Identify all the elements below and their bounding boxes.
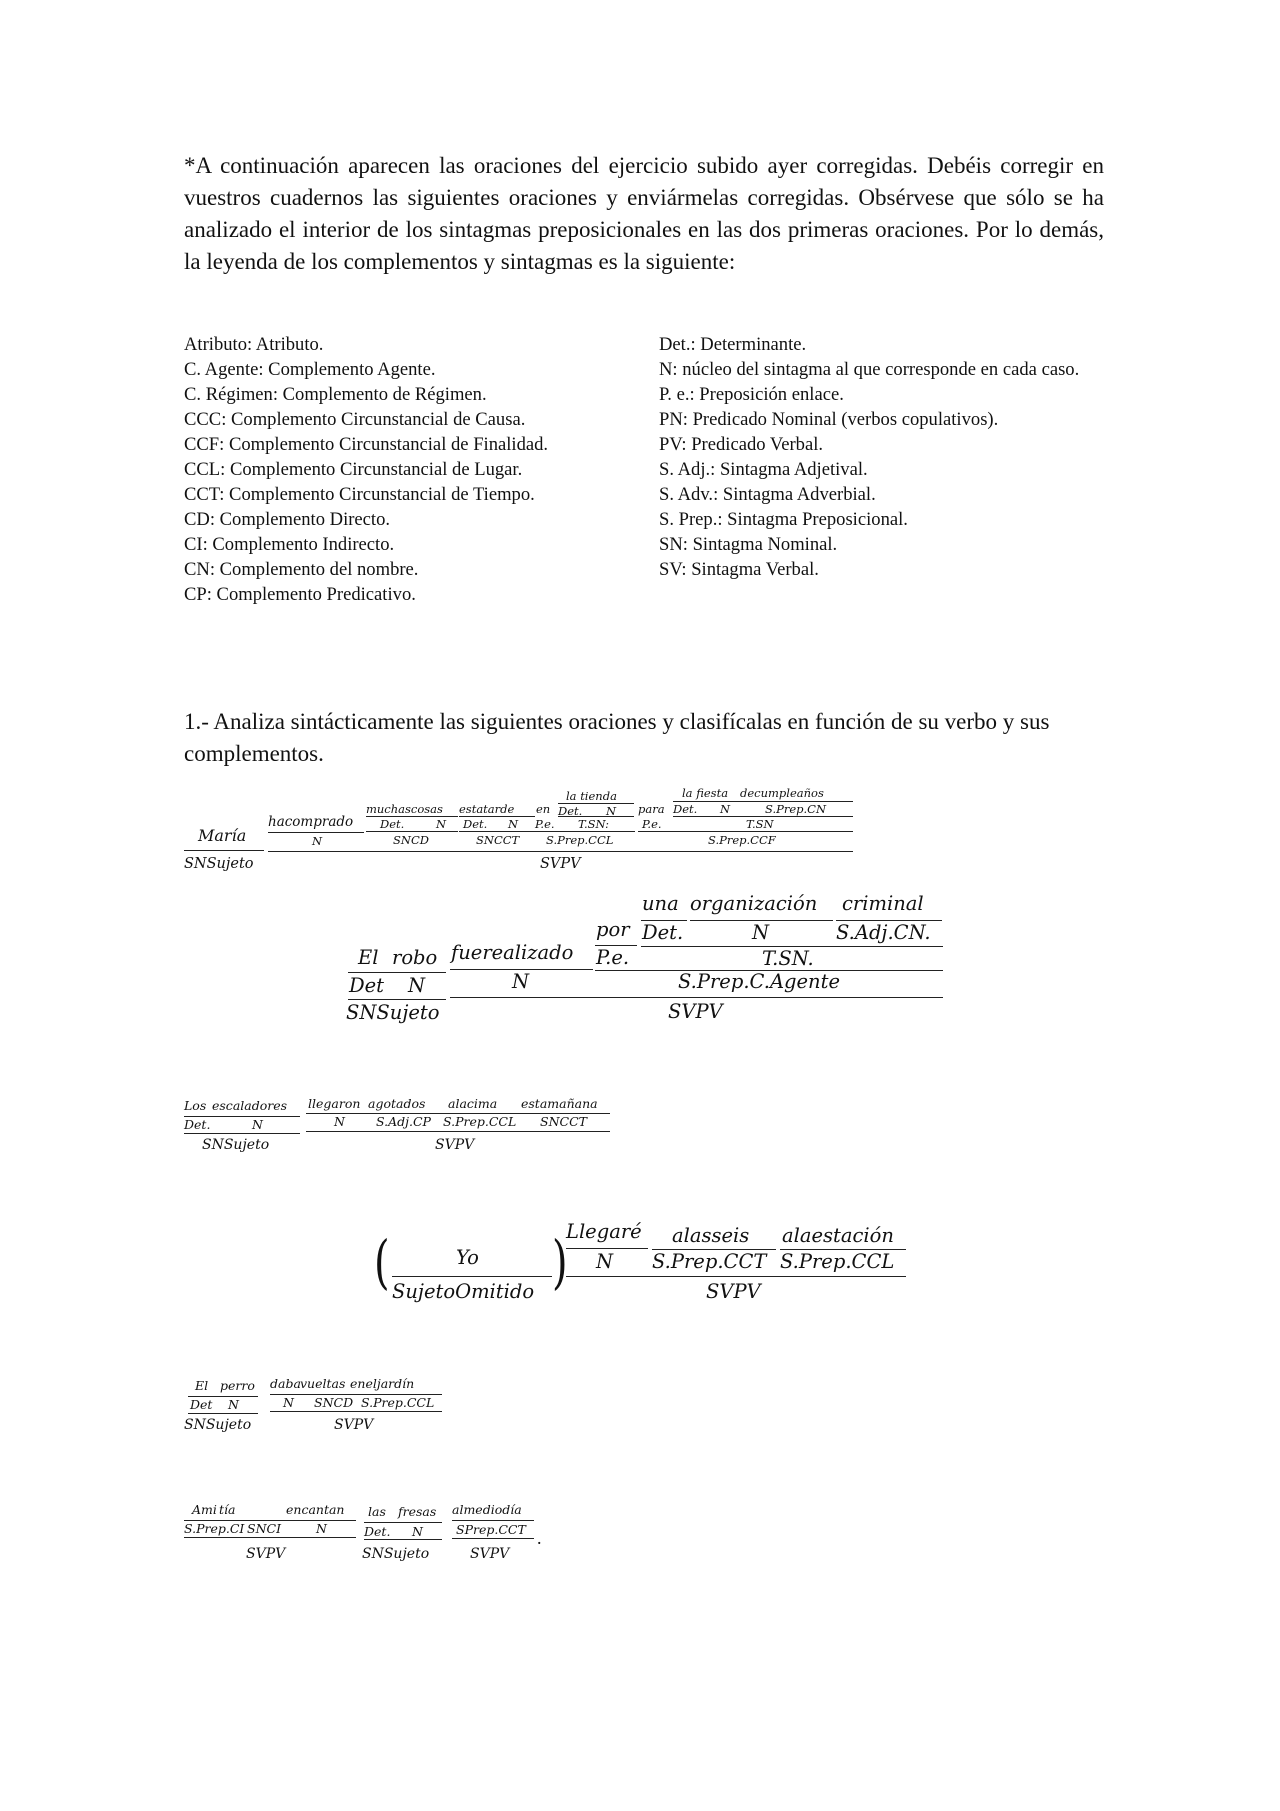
- label-svpv: SVPV: [668, 1000, 723, 1023]
- legend-item: SN: Sintagma Nominal.: [659, 534, 838, 555]
- rule: [566, 1276, 906, 1277]
- label-svpv: SVPV: [540, 856, 581, 872]
- label-sprep-ccl: S.Prep.CCL: [780, 1250, 895, 1273]
- word-agotados: agotados: [368, 1096, 426, 1111]
- word-manana: estamañana: [521, 1096, 598, 1111]
- word-criminal: criminal: [842, 892, 924, 915]
- rule: [348, 972, 446, 973]
- rule: [452, 1520, 534, 1521]
- legend-item: CCC: Complemento Circunstancial de Causa.: [184, 409, 526, 430]
- label-tsn: T.SN: [746, 817, 774, 831]
- word-por: por: [596, 918, 630, 941]
- label-tsn: T.SN.: [762, 947, 814, 970]
- word-los: Los: [184, 1098, 207, 1113]
- rule: [535, 831, 635, 832]
- label-det: Det.: [558, 804, 583, 818]
- label-n: N: [720, 802, 731, 816]
- word-escaladores: escaladores: [212, 1098, 288, 1113]
- label-tsn: T.SN:: [578, 817, 610, 831]
- label-sprep-agente: S.Prep.C.Agente: [678, 970, 840, 993]
- word-cd: muchascosas: [366, 802, 443, 816]
- label-sn-sujeto: SNSujeto: [184, 1417, 252, 1433]
- label-n: N: [334, 1114, 345, 1129]
- label-sadj-cp: S.Adj.CP: [376, 1114, 431, 1129]
- label-sadj-cn: S.Adj.CN.: [836, 921, 931, 944]
- legend-item: CD: Complemento Directo.: [184, 509, 391, 530]
- word-verb: encantan: [286, 1502, 345, 1517]
- label-snci: SNCI: [247, 1521, 282, 1536]
- rule: [348, 999, 446, 1000]
- rule: [306, 1131, 610, 1132]
- label-det: Det.: [463, 817, 488, 831]
- rule: [188, 1413, 258, 1414]
- word-verb: Llegaré: [566, 1220, 642, 1243]
- legend-item: PN: Predicado Nominal (verbos copulativos).: [659, 409, 999, 430]
- word-para: para: [638, 802, 665, 816]
- label-det: Det.: [380, 817, 405, 831]
- label-sprep-ccl: S.Prep.CCL: [361, 1395, 435, 1410]
- rule: [270, 1411, 442, 1412]
- legend-item: P. e.: Preposición enlace.: [659, 384, 844, 405]
- label-n: N: [606, 804, 617, 818]
- label-n: N: [752, 921, 770, 944]
- rule: [459, 831, 535, 832]
- word-jardin: eneljardín: [350, 1376, 415, 1391]
- label-svpv: SVPV: [470, 1546, 510, 1562]
- label-det: Det.: [364, 1524, 391, 1539]
- legend-item: CCF: Complemento Circunstancial de Finalidad.: [184, 434, 549, 455]
- label-n: N: [228, 1397, 239, 1412]
- legend-item: PV: Predicado Verbal.: [659, 434, 824, 455]
- rule: [638, 831, 853, 832]
- label-sujeto-omitido: SujetoOmitido: [392, 1280, 535, 1303]
- word-estacion: alaestación: [782, 1224, 894, 1247]
- label-sncct: SNCCT: [540, 1114, 587, 1129]
- label-pe: P.e.: [642, 817, 662, 831]
- label-sprep-ccf: S.Prep.CCF: [708, 833, 776, 847]
- word-seis: alasseis: [672, 1224, 750, 1247]
- label-det: Det.: [184, 1117, 211, 1132]
- label-n: N: [412, 1524, 423, 1539]
- label-n: N: [316, 1521, 327, 1536]
- label-det: Det.: [673, 802, 698, 816]
- label-sncct: SNCCT: [476, 833, 520, 847]
- word-el: El: [195, 1378, 209, 1393]
- rule: [184, 850, 264, 851]
- legend-item: N: núcleo del sintagma al que corresponde en cada caso.: [659, 359, 1080, 380]
- word-verb: hacomprado: [268, 814, 354, 830]
- word-fiesta: la fiesta: [682, 786, 729, 800]
- word-una: una: [642, 892, 679, 915]
- legend-item: CI: Complemento Indirecto.: [184, 534, 395, 555]
- word-maria: María: [198, 826, 247, 845]
- word-en: en: [536, 802, 551, 816]
- label-svpv: SVPV: [334, 1417, 374, 1433]
- label-sprep-cn: S.Prep.CN: [765, 802, 827, 816]
- word-cima: alacima: [448, 1096, 498, 1111]
- word-tienda: la tienda: [566, 789, 617, 803]
- label-pe: P.e.: [535, 817, 555, 831]
- label-sncd: SNCD: [393, 833, 429, 847]
- word-cct: estatarde: [459, 802, 515, 816]
- label-pe: P.e.: [596, 946, 630, 969]
- label-det: Det: [349, 974, 385, 997]
- legend-item: S. Adv.: Sintagma Adverbial.: [659, 484, 876, 505]
- rule: [392, 1276, 552, 1277]
- legend-item: C. Régimen: Complemento de Régimen.: [184, 384, 487, 405]
- rule: [364, 1539, 442, 1540]
- exercise-instruction: 1.- Analiza sintácticamente las siguientes oraciones y clasifícalas en función de su verbo y sus complementos.: [184, 709, 1050, 766]
- label-sprep-ccl: S.Prep.CCL: [443, 1114, 517, 1129]
- legend-right: [659, 332, 1109, 582]
- legend-item: SV: Sintagma Verbal.: [659, 559, 819, 580]
- legend-item: S. Adj.: Sintagma Adjetival.: [659, 459, 868, 480]
- rule: [364, 1522, 442, 1523]
- legend-item: Det.: Determinante.: [659, 334, 807, 355]
- word-ami: Ami: [192, 1502, 217, 1517]
- rule: [450, 997, 943, 998]
- legend-item: CCT: Complemento Circunstancial de Tiempo.: [184, 484, 535, 505]
- label-n: N: [252, 1117, 263, 1132]
- word-perro: perro: [220, 1378, 255, 1393]
- label-n: N: [508, 817, 519, 831]
- legend-item: Atributo: Atributo.: [184, 334, 324, 355]
- word-mediodia: almediodía: [452, 1502, 522, 1517]
- close-paren: ): [552, 1229, 568, 1297]
- word-organizacion: organización: [690, 892, 818, 915]
- label-det: Det: [190, 1397, 213, 1412]
- label-sprep-ci: S.Prep.CI: [184, 1521, 245, 1536]
- label-svpv: SVPV: [706, 1280, 761, 1303]
- final-period: .: [537, 1528, 542, 1548]
- legend-item: CN: Complemento del nombre.: [184, 559, 419, 580]
- label-n: N: [283, 1395, 294, 1410]
- legend-item: C. Agente: Complemento Agente.: [184, 359, 436, 380]
- label-n: N: [408, 974, 426, 997]
- word-robo: robo: [392, 946, 438, 969]
- word-cumpleanos: decumpleaños: [740, 786, 824, 800]
- rule: [268, 832, 364, 833]
- legend-left: [184, 332, 624, 607]
- label-svpv: SVPV: [435, 1137, 475, 1153]
- legend-item: CP: Complemento Predicativo.: [184, 584, 416, 605]
- word-yo: Yo: [456, 1246, 479, 1269]
- label-sn-sujeto: SNSujeto: [202, 1137, 270, 1153]
- label-det: Det.: [642, 921, 684, 944]
- label-n: N: [596, 1250, 614, 1273]
- rule: [268, 851, 853, 852]
- word-el: El: [358, 946, 379, 969]
- legend-item: CCL: Complemento Circunstancial de Lugar.: [184, 459, 523, 480]
- word-las: las: [368, 1504, 386, 1519]
- label-sprep-cct: S.Prep.CCT: [652, 1250, 767, 1273]
- label-svpv: SVPV: [246, 1546, 286, 1562]
- word-verb: llegaron: [308, 1096, 361, 1111]
- label-n: N: [436, 817, 447, 831]
- legend-item: S. Prep.: Sintagma Preposicional.: [659, 509, 908, 530]
- rule: [566, 1248, 648, 1249]
- word-tia: tía: [219, 1502, 236, 1517]
- rule: [184, 1537, 356, 1538]
- intro-paragraph: *A continuación aparecen las oraciones del ejercicio subido ayer corregidas. Debéis corregir en vuestros cuadernos las siguientes oraciones y enviármelas corregidas. Obsérvese que sólo se ha analizado el interior de los sintagmas preposicionales en las dos primeras oraciones. Por lo demás, la leyenda de los complementos y sintagmas es la siguiente:: [184, 153, 1104, 274]
- label-sprep-ccl: S.Prep.CCL: [546, 833, 614, 847]
- label-sncd: SNCD: [314, 1395, 354, 1410]
- word-fresas: fresas: [398, 1504, 437, 1519]
- rule: [452, 1538, 534, 1539]
- label-sn-sujeto: SNSujeto: [346, 1001, 440, 1024]
- rule: [184, 1133, 300, 1134]
- label-n: N: [312, 834, 323, 848]
- label-n: N: [512, 970, 530, 993]
- label-sn-sujeto: SNSujeto: [362, 1546, 430, 1562]
- label-sprep-cct: SPrep.CCT: [456, 1522, 526, 1537]
- word-verb: daba: [270, 1376, 301, 1391]
- rule: [366, 831, 458, 832]
- open-paren: (: [374, 1229, 390, 1297]
- word-verb: fuerealizado: [451, 941, 574, 964]
- word-vueltas: vueltas: [300, 1376, 346, 1391]
- label-sn-sujeto: SNSujeto: [184, 856, 254, 872]
